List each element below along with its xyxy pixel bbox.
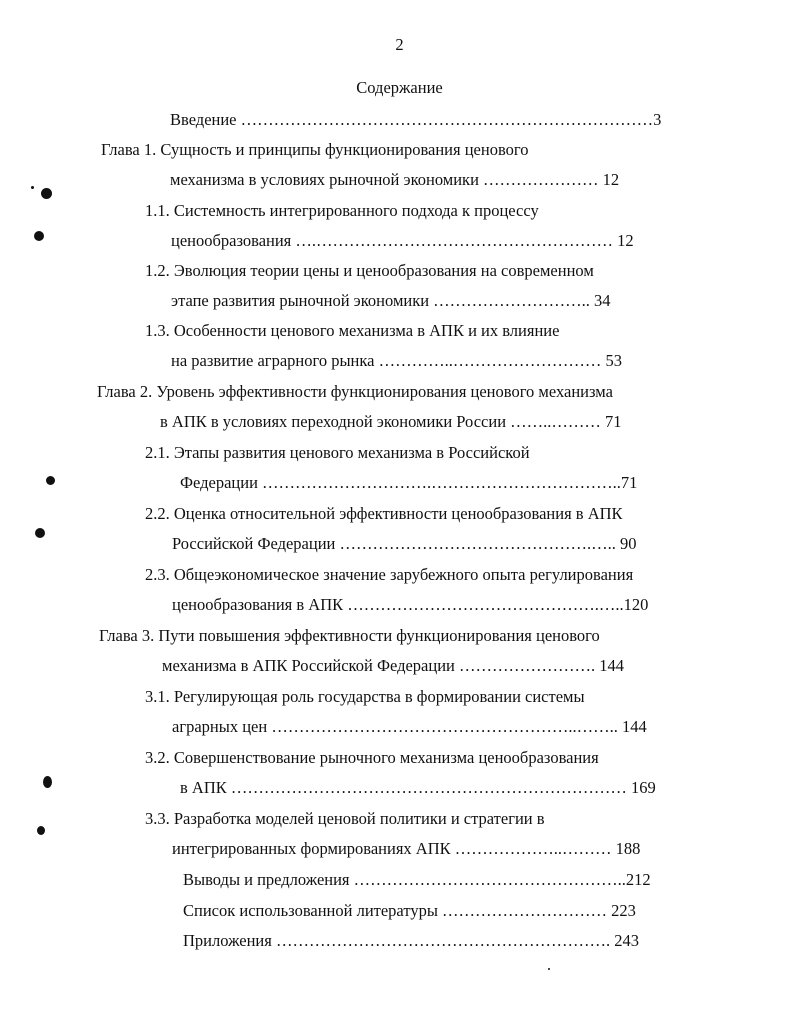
toc-chapter-1-cont: механизма в условиях рыночной экономики ………………… 12 [170, 170, 620, 189]
scan-speck [37, 826, 45, 835]
toc-section-1-3: 1.3. Особенности ценового механизма в АПК и их влияние [145, 321, 560, 340]
toc-section-2-2: 2.2. Оценка относительной эффективности ценообразования в АПК [145, 504, 623, 523]
scan-speck [46, 476, 55, 485]
scan-speck [34, 231, 44, 241]
toc-title: Содержание [356, 78, 443, 97]
scan-speck [41, 188, 52, 199]
toc-section-1-1: 1.1. Системность интегрированного подхода к процессу [145, 201, 539, 220]
page-number: 2 [395, 35, 404, 54]
toc-section-2-3: 2.3. Общеэкономическое значение зарубежного опыта регулирования [145, 565, 634, 584]
scan-speck [548, 968, 550, 970]
scan-speck [31, 186, 34, 189]
toc-section-2-2-cont: Российской Федерации ……………………………………….….. 90 [172, 534, 637, 553]
toc-chapter-1: Глава 1. Сущность и принципы функционирования ценового [101, 140, 529, 159]
scan-speck [35, 528, 45, 538]
toc-entry-conclusions: Выводы и предложения …………………………………………..212 [183, 870, 651, 889]
toc-chapter-3: Глава 3. Пути повышения эффективности функционирования ценового [99, 626, 600, 645]
toc-entry-introduction: Введение …………………………………………………………………3 [170, 110, 662, 129]
toc-section-2-1: 2.1. Этапы развития ценового механизма в Российской [145, 443, 530, 462]
toc-section-1-2: 1.2. Эволюция теории цены и ценообразования на современном [145, 261, 594, 280]
toc-section-3-3-cont: интегрированных формированиях АПК ………………..……… 188 [172, 839, 641, 858]
toc-section-3-2: 3.2. Совершенствование рыночного механизма ценообразования [145, 748, 599, 767]
toc-section-3-3: 3.3. Разработка моделей ценовой политики и стратегии в [145, 809, 545, 828]
toc-section-3-2-cont: в АПК ……………………………………………………………… 169 [180, 778, 656, 797]
toc-chapter-2: Глава 2. Уровень эффективности функционирования ценового механизма [97, 382, 613, 401]
toc-section-2-1-cont: Федерации ………………………….……………………………..71 [180, 473, 638, 492]
toc-chapter-2-cont: в АПК в условиях переходной экономики России ……..……… 71 [160, 412, 622, 431]
toc-section-3-1: 3.1. Регулирующая роль государства в формировании системы [145, 687, 585, 706]
toc-entry-appendices: Приложения ……………………………………………………. 243 [183, 931, 639, 950]
toc-section-2-3-cont: ценообразования в АПК ……………………………………….…..120 [172, 595, 649, 614]
toc-chapter-3-cont: механизма в АПК Российской Федерации ……………………. 144 [162, 656, 624, 675]
scan-speck [43, 776, 52, 788]
toc-section-1-3-cont: на развитие аграрного рынка …………..……………………… 53 [171, 351, 622, 370]
toc-section-3-1-cont: аграрных цен ………………………………………………..…….. 144 [172, 717, 647, 736]
toc-section-1-2-cont: этапе развития рыночной экономики ……………………….. 34 [171, 291, 611, 310]
toc-entry-references: Список использованной литературы ………………………… 223 [183, 901, 636, 920]
toc-section-1-1-cont: ценообразования ….……………………………………………… 12 [171, 231, 634, 250]
